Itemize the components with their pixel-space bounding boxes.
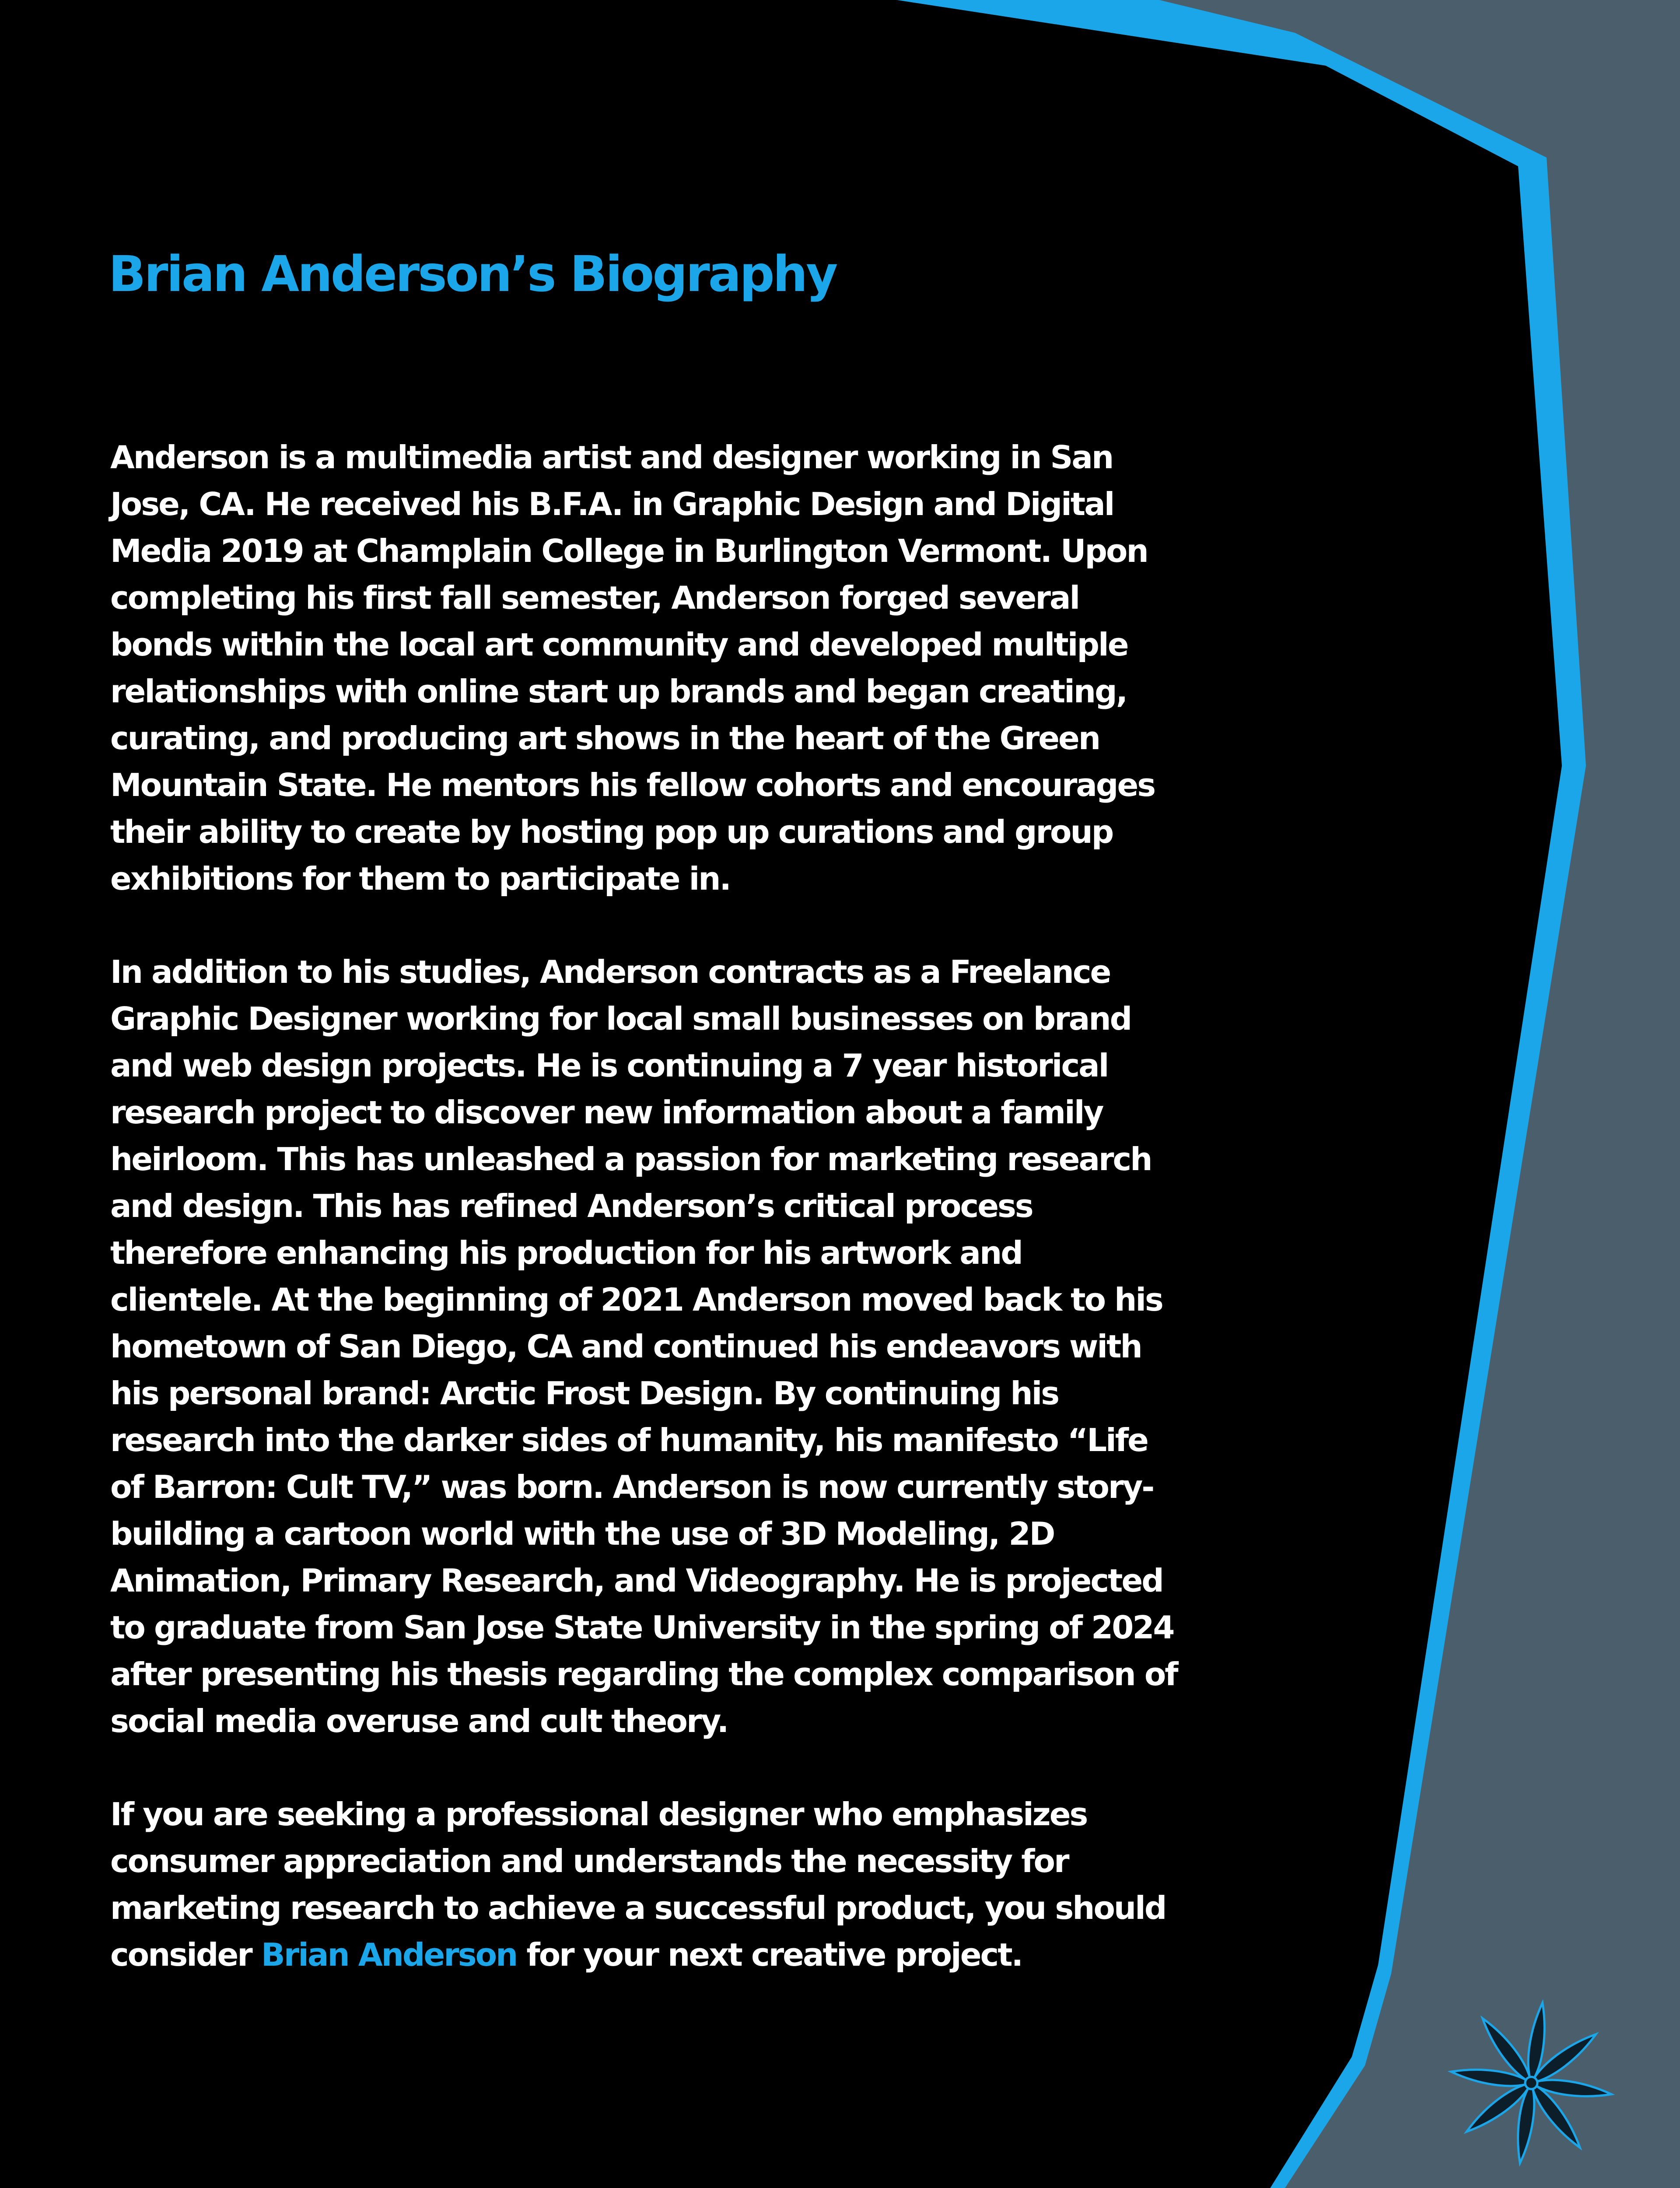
flower-star-icon <box>1444 1995 1619 2170</box>
logo-center <box>1525 2077 1537 2089</box>
closing-text-after: for your next creative project. <box>517 1936 1022 1973</box>
closing-text-before: If you are seeking a professional designer who emphasizes consumer appreciation and understands the necessity for marketing research to achieve a successful product, you should consider <box>110 1796 1166 1973</box>
logo-petals <box>1450 2002 1613 2164</box>
page-title: Brian Anderson’s Biography <box>108 246 836 303</box>
highlighted-name: Brian Anderson <box>261 1936 517 1973</box>
side-panel <box>1159 0 1680 2188</box>
bio-paragraph-2: In addition to his studies, Anderson contracts as a Freelance Graphic Designer working for local small businesses on brand and web design projects. He is continuing a 7 year historical research project to discover new information about a family heirloom. This has unleashed a passion for marketing research and design. This has refined Anderson’s critical process therefore enhancing his production for his artwork and clientele. At the beginning of 2021 Anderson moved back to his hometown of San Diego, CA and continued his endeavors with his personal brand: Arctic Frost Design. By continuing his research into the darker sides of humanity, his manifesto “Life of Barron: Cult TV,” was born. Anderson is now currently story-building a cartoon world with the use of 3D Modeling, 2D Animation, Primary Research, and Videography. He is projected to graduate from San Jose State University in the spring of 2024 after presenting his thesis regarding the complex comparison of social media overuse and cult theory. <box>110 954 1177 1739</box>
bio-paragraph-1: Anderson is a multimedia artist and designer working in San Jose, CA. He received his B.F.A. in Graphic Design and Digital Media 2019 at Champlain College in Burlington Vermont. Upon completing his first fall semester, Anderson forged several bonds within the local art community and developed multiple relationships with online start up brands and began creating, curating, and producing art shows in the heart of the Green Mountain State. He mentors his fellow cohorts and encourages their ability to create by hosting pop up curations and group exhibitions for them to participate in. <box>110 439 1155 897</box>
closing-paragraph <box>110 1791 1178 1978</box>
biography-body <box>110 434 1178 1978</box>
